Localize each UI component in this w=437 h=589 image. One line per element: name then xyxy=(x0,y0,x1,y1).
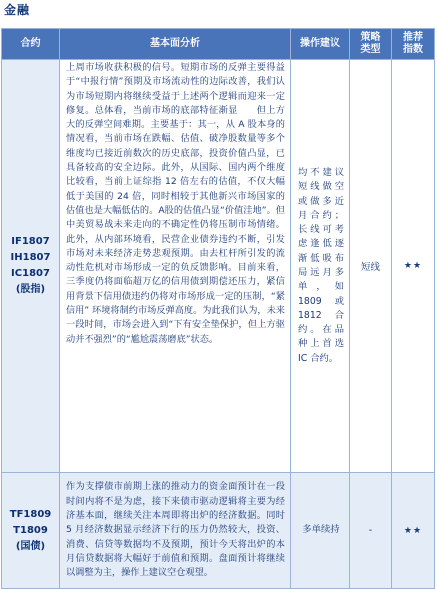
contract-code: IH1807 xyxy=(10,252,51,263)
header-recommend-index-label: 推荐指数 xyxy=(403,32,423,55)
contract-code: IF1807 xyxy=(11,236,50,247)
header-strategy-type xyxy=(350,29,392,60)
table-row xyxy=(2,473,435,589)
table-header-row xyxy=(2,29,435,60)
header-contract: 合约 xyxy=(2,29,60,60)
contract-category: (国债) xyxy=(15,540,46,552)
contract-code: IC1807 xyxy=(11,268,50,279)
header-advice: 操作建议 xyxy=(291,29,350,60)
analysis-cell: 作为支撑债市前期上涨的推动力的资金面预计在一段时间内将不是为虑，接下来债市驱动逻辑将主要为经济基本面，继续关注本周即将出炉的经济数据。同时 5 月经济数据显示经济下行的压力仍然较大，投资、消费、信贷等数据均不及预期，预计今天将出炉的本月信贷数据将大幅好于前值和预期。盘面预计将继续以调整为主，操作上建议空仓观望。 xyxy=(60,473,291,589)
strategy-table xyxy=(1,28,435,589)
recommend-index-cell: ★★ xyxy=(392,473,435,589)
contract-code: TF1809 xyxy=(9,508,52,520)
analysis-cell: 上周市场收获积极的信号。短期市场的反弹主要得益于“中报行情”预期及市场流动性的边际改善，我们认为市场短期内将继续受益于上述两个逻辑而迎来一定修复。总体看，当前市场的底部特征渐显 但上方大的反弹空间难期。主要基于：其一，从 A 股本身的情况看，当前市场在跌幅、估值、破净股数量等多个维度均已接近前数次的历史底部，投资价值凸显，已具备较高的安全边际。此外，从国际、国内两个维度比较看，当前上证综指 12 倍左右的估值，不仅大幅低于美国的 24 倍，同时相较于其他新兴市场国家的估值也是大幅低估的。A股的估值凸显“价值洼地”。但中美贸易战未来走向的不确定性仍将压制市场情绪。此外，从内部环境看，民营企业债券违约不断，引发市场对未来经济走势悲观预期。由去杠杆所引发的流动性危机对市场形成一定的负反馈影响。目前来看，三季度仍将面临超万亿的信用债到期偿还压力，紧信用背景下信用债违约仍将对市场形成一定的压制，“紧信用” 环境将制约市场反弹高度。为此我们认为，未来一段时间，市场会进入到“下有安全垫保护，但上方驱动并不强烈”的“尴尬震荡磨底”状态。 xyxy=(60,60,291,473)
contract-code: T1809 xyxy=(13,524,48,536)
strategy-type-cell: 短线 xyxy=(350,60,392,473)
advice-cell: 多单续持 xyxy=(291,473,350,589)
advice-cell: 均不建议短线做空或做多近月合约；长线可考虑逢低逐渐低吸布局远月多单，如 1809 或 1812 合约。在品种上首选 IC 合约。 xyxy=(291,60,350,473)
header-recommend-index xyxy=(392,29,435,60)
section-title: 金融 xyxy=(4,3,31,17)
contract-cell xyxy=(2,473,60,589)
contract-cell xyxy=(2,60,60,473)
recommend-index-cell: ★★ xyxy=(392,60,435,473)
header-strategy-type-label: 策略类型 xyxy=(360,32,381,55)
table-row xyxy=(2,60,435,473)
header-analysis: 基本面分析 xyxy=(60,29,291,60)
strategy-type-cell: - xyxy=(350,473,392,589)
contract-category: (股指) xyxy=(15,284,46,295)
